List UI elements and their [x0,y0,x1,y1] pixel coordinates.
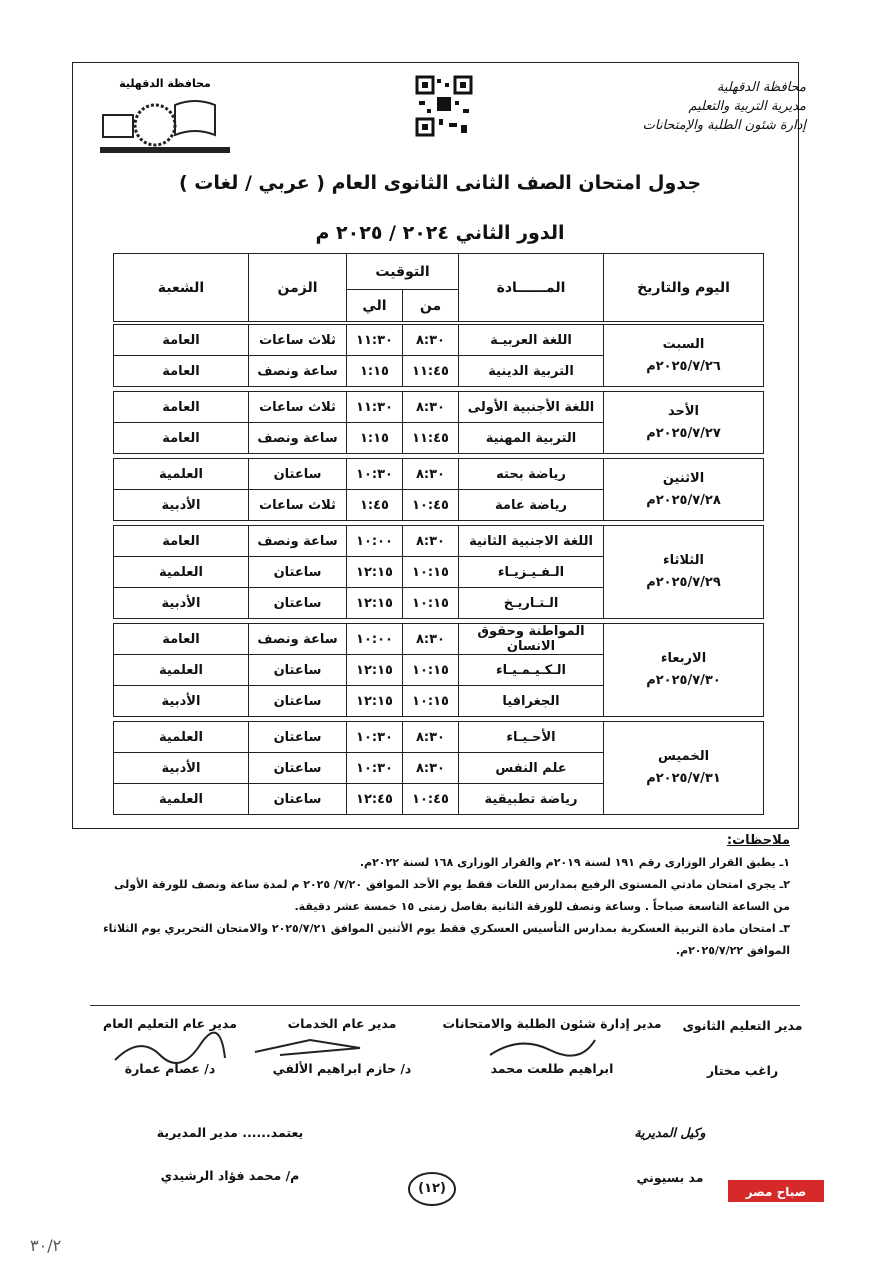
cell-section: الأدبية [114,753,249,784]
cell-section: الأدبية [114,588,249,619]
cell-subject: التربية الدينية [459,356,604,387]
deputy-label: وكيل المديرية [634,1125,706,1140]
sig-title: مدير التعليم الثانوى [682,1018,803,1033]
sig-name: راغب مختار [706,1063,779,1078]
cell-subject: المواطنة وحقوق الانسان [459,624,604,655]
cell-to: ١١:٣٠ [347,325,403,356]
day-date: ٢٠٢٥/٧/٢٧م [646,425,721,441]
cell-to: ١٢:١٥ [347,588,403,619]
day-name: الخميس [657,749,710,764]
header-from: من [403,290,459,322]
day-cell [604,624,764,717]
cell-to: ١:١٥ [347,356,403,387]
cell-duration: ساعتان [249,459,347,490]
cell-section: العامة [114,325,249,356]
day-date: ٢٠٢٥/٧/٣٠م [646,673,721,688]
document-title: جدول امتحان الصف الثانى الثانوى العام ( عربي / لغات ) [178,172,702,194]
sig-name: د/ عصام عمارة [124,1061,216,1076]
day-cell [604,722,764,815]
cell-subject: علم النفس [459,753,604,784]
cell-to: ١١:٣٠ [347,392,403,423]
cell-duration: ثلاث ساعات [249,392,347,423]
cell-subject: رياضة تطبيقية [459,784,604,815]
cell-section: الأدبية [114,490,249,521]
cell-to: ١٠:٠٠ [347,526,403,557]
cell-from: ٨:٣٠ [403,459,459,490]
cell-section: العامة [114,526,249,557]
note-1: ١ـ يطبق القرار الوزارى رقم ١٩١ لسنة ٢٠١٩م والقرار الوزارى ١٦٨ لسنة ٢٠٢٢م. [359,856,790,869]
schedule-row [114,722,764,753]
note-2: ٢ـ يجرى امتحان مادتي المستوى الرفيع بمدارس اللغات فقط يوم الأحد الموافق ٧/٢٠/ ٢٠٢٥ م لمدة ساعة ونصف للورقة الأولى [114,878,790,891]
header-line-department: إدارة شئون الطلبة والإمتحانات [642,118,806,133]
day-date: ٢٠٢٥/٧/٢٩م [646,575,721,590]
sig-title: مدير إدارة شئون الطلبة والامتحانات [442,1016,662,1031]
cell-duration: ساعتان [249,557,347,588]
cell-section: العلمية [114,784,249,815]
qr-code [415,75,473,137]
handwritten-signature [110,1030,230,1070]
day-name: الاثنين [662,470,705,486]
sig-name: د/ حازم ابراهيم الألفي [272,1061,412,1076]
day-cell [604,392,764,454]
cell-from: ١٠:٤٥ [403,490,459,521]
page-number: (١٢) [408,1172,456,1206]
cell-from: ٨:٣٠ [403,392,459,423]
signature-secondary-director [680,1018,805,1078]
cell-to: ١:١٥ [347,423,403,454]
cell-section: الأدبية [114,686,249,717]
day-name: الثلاثاء [663,553,704,568]
cell-duration: ساعتان [249,655,347,686]
cell-subject: الـفـيـزيـاء [459,557,604,588]
approval-block [130,1125,330,1183]
cell-from: ٨:٣٠ [403,526,459,557]
schedule-row [114,325,764,356]
document-subtitle: الدور الثاني ٢٠٢٤ / ٢٠٢٥ م [315,222,565,244]
note-2-cont: من الساعة التاسعة صباحاً . وساعة ونصف للورقة الثانية بفاصل زمنى ١٥ خمسة عشر دقيقة. [294,900,790,913]
day-name: الاربعاء [660,651,707,666]
cell-section: العلمية [114,722,249,753]
cell-to: ١٢:١٥ [347,655,403,686]
cell-subject: الأحـيـاء [459,722,604,753]
cell-section: العامة [114,624,249,655]
day-cell [604,325,764,387]
cell-subject: رياضة عامة [459,490,604,521]
header-day: اليوم والتاريخ [604,254,764,322]
handwritten-signature [480,1030,600,1065]
cell-from: ١٠:١٥ [403,588,459,619]
header-timing: التوقيت [347,254,459,290]
cell-from: ١١:٤٥ [403,356,459,387]
header-to: الي [347,290,403,322]
corner-mark: ٣٠/٢ [30,1236,62,1255]
sig-title: مدير عام التعليم العام [103,1016,237,1031]
cell-subject: رياضة بحته [459,459,604,490]
cell-section: العلمية [114,459,249,490]
schedule-row [114,624,764,655]
governorate-logo [95,75,235,165]
cell-to: ١٢:٤٥ [347,784,403,815]
header-line-governorate: محافظة الدقهلية [716,80,806,95]
notes-heading: ملاحظات: [726,833,790,848]
exam-schedule-table [113,253,764,815]
day-date: ٢٠٢٥/٧/٢٨م [646,492,721,508]
cell-duration: ساعتان [249,686,347,717]
schedule-row [114,392,764,423]
cell-subject: اللغة الأجنبية الأولى [459,392,604,423]
day-cell [604,459,764,521]
cell-from: ١٠:١٥ [403,686,459,717]
cell-from: ٨:٣٠ [403,624,459,655]
cell-from: ١١:٤٥ [403,423,459,454]
day-date: ٢٠٢٥/٧/٢٦م [646,358,721,374]
cell-from: ٨:٣٠ [403,722,459,753]
day-name: السبت [662,336,705,352]
cell-to: ١٢:١٥ [347,686,403,717]
cell-duration: ساعتان [249,784,347,815]
approver-name: م/ محمد فؤاد الرشيدي [160,1168,300,1183]
cell-to: ١٠:٠٠ [347,624,403,655]
sig-title: مدير عام الخدمات [287,1016,397,1031]
cell-from: ١٠:١٥ [403,557,459,588]
note-3: ٣ـ امتحان مادة التربية العسكرية بمدارس التأسيس العسكري فقط يوم الأثنين الموافق ٢٠٢٥/٧/٢١ والامتحان التحريري يوم الثلاثاء [103,922,790,935]
schedule-body [114,325,764,815]
cell-duration: ساعتان [249,722,347,753]
brand-watermark [698,1180,828,1202]
deputy-block [600,1125,740,1185]
cell-duration: ساعة ونصف [249,356,347,387]
signature-divider [90,1005,800,1006]
directorate-header [641,78,806,135]
day-date: ٢٠٢٥/٧/٣١م [646,771,721,786]
cell-from: ١٠:١٥ [403,655,459,686]
cell-duration: ساعتان [249,588,347,619]
cell-duration: ساعة ونصف [249,526,347,557]
header-duration: الزمن [249,254,347,322]
header-line-directorate: مديرية التربية والتعليم [688,99,806,114]
deputy-name: مد بسيوني [636,1170,704,1185]
schedule-row [114,459,764,490]
header-section: الشعبة [114,254,249,322]
cell-from: ٨:٣٠ [403,325,459,356]
cell-subject: الـكـيـمـيـاء [459,655,604,686]
note-3-cont: الموافق ٢٠٢٥/٧/٢٢م. [675,944,790,957]
cell-subject: اللغة الاجنبية الثانية [459,526,604,557]
cell-to: ١٢:١٥ [347,557,403,588]
cell-to: ١٠:٣٠ [347,459,403,490]
cell-subject: اللغة العربيـة [459,325,604,356]
cell-duration: ثلاث ساعات [249,490,347,521]
cell-from: ٨:٣٠ [403,753,459,784]
cell-section: العامة [114,423,249,454]
logo-caption: محافظة الدقهلية [119,77,211,90]
day-cell [604,526,764,619]
cell-from: ١٠:٤٥ [403,784,459,815]
handwritten-signature [250,1030,370,1060]
sig-name: ابراهيم طلعت محمد [490,1061,614,1076]
cell-section: العلمية [114,557,249,588]
cell-section: العامة [114,356,249,387]
cell-duration: ساعتان [249,753,347,784]
brand-text: صباح مصر [745,1185,807,1199]
cell-to: ١٠:٣٠ [347,753,403,784]
cell-subject: التربية المهنية [459,423,604,454]
cell-duration: ثلاث ساعات [249,325,347,356]
cell-to: ١٠:٣٠ [347,722,403,753]
day-name: الأحد [667,403,699,419]
approve-label: يعتمد...... مدير المديرية [156,1125,304,1140]
cell-duration: ساعة ونصف [249,624,347,655]
cell-section: العلمية [114,655,249,686]
schedule-row [114,526,764,557]
header-subject: المــــــادة [459,254,604,322]
notes-section [100,830,790,962]
cell-to: ١:٤٥ [347,490,403,521]
cell-subject: الـتـاريـخ [459,588,604,619]
cell-section: العامة [114,392,249,423]
cell-duration: ساعة ونصف [249,423,347,454]
cell-subject: الجغرافيا [459,686,604,717]
